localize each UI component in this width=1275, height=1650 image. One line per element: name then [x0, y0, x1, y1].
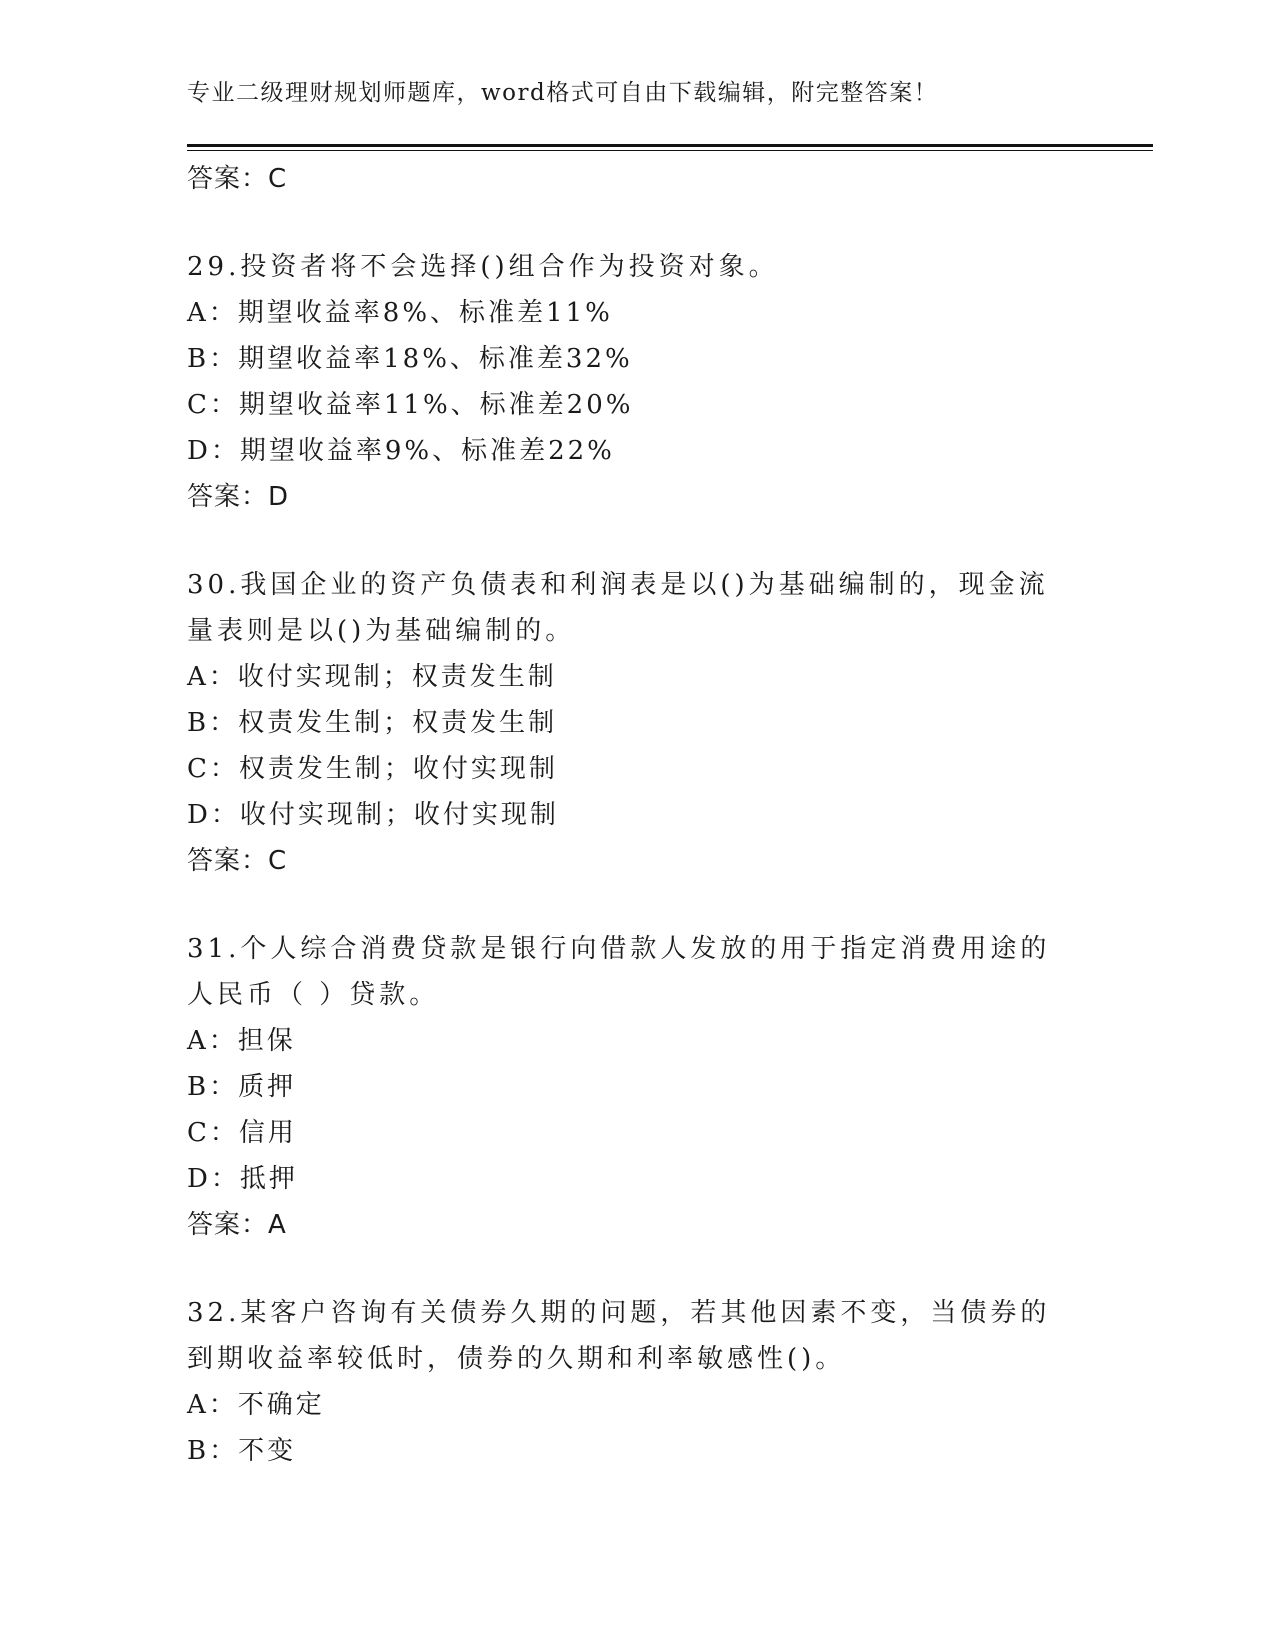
question-29-option-d: D：期望收益率9%、标准差22% [187, 436, 615, 466]
spacer [187, 884, 1087, 926]
header-rule [187, 144, 1153, 151]
page-header: 专业二级理财规划师题库，word格式可自由下载编辑，附完整答案！ [187, 80, 939, 106]
answer-31: 答案：A [187, 1210, 287, 1240]
question-30-option-c: C：权责发生制；收付实现制 [187, 754, 558, 784]
answer-29: 答案：D [187, 482, 290, 512]
spacer [187, 202, 1087, 244]
question-32-stem: 32.某客户咨询有关债券久期的问题，若其他因素不变，当债券的到期收益率较低时，债券的久期和利率敏感性()。 [187, 1298, 1051, 1374]
question-31-option-b: B：质押 [187, 1072, 297, 1102]
question-31-option-a: A：担保 [187, 1026, 296, 1056]
answer-30: 答案：C [187, 846, 288, 876]
question-29-option-b: B：期望收益率18%、标准差32% [187, 344, 633, 374]
spacer [187, 1248, 1087, 1290]
question-32-option-a: A：不确定 [187, 1390, 325, 1420]
question-29-option-c: C：期望收益率11%、标准差20% [187, 390, 634, 420]
question-29-option-a: A：期望收益率8%、标准差11% [187, 298, 613, 328]
document-body [187, 156, 1087, 1474]
spacer [187, 520, 1087, 562]
question-32-option-b: B：不变 [187, 1436, 297, 1466]
question-31-option-d: D：抵押 [187, 1164, 298, 1194]
question-30-option-d: D：收付实现制；收付实现制 [187, 800, 559, 830]
question-30-option-b: B：权责发生制；权责发生制 [187, 708, 558, 738]
question-31-stem: 31.个人综合消费贷款是银行向借款人发放的用于指定消费用途的人民币（ ）贷款。 [187, 934, 1051, 1010]
answer-28: 答案：C [187, 164, 288, 194]
question-29-stem: 29.投资者将不会选择()组合作为投资对象。 [187, 252, 779, 282]
question-30-option-a: A：收付实现制；权责发生制 [187, 662, 557, 692]
question-31-option-c: C：信用 [187, 1118, 297, 1148]
question-30-stem: 30.我国企业的资产负债表和利润表是以()为基础编制的，现金流量表则是以()为基础编制的。 [187, 570, 1049, 646]
